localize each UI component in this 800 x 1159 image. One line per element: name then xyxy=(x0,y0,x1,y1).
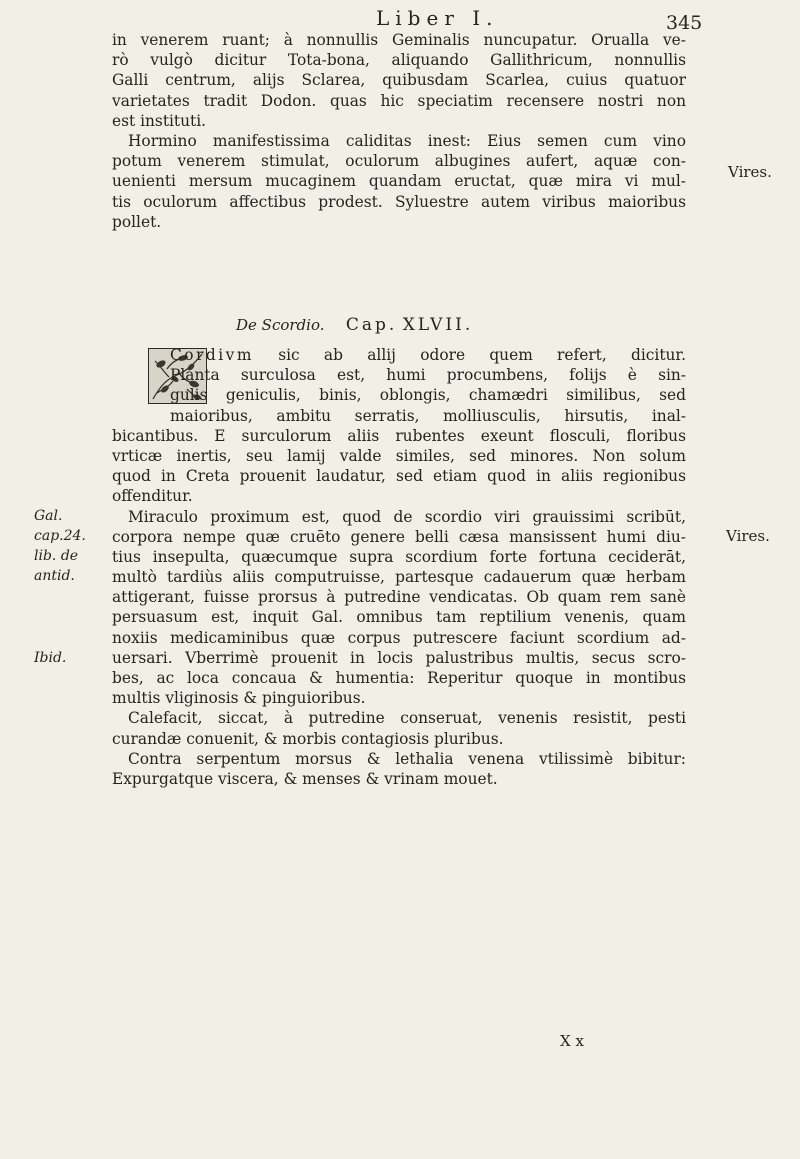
paragraph-scordium xyxy=(112,345,686,789)
text-line: multis vliginosis & pinguioribus. xyxy=(112,689,366,708)
text-line: persuasum est, inquit Gal. omnibus tam reptilium venenis, quam xyxy=(112,608,686,627)
text-line: in venerem ruant; à nonnullis Geminalis nuncupatur. Orualla ve- xyxy=(112,31,686,49)
text-line: Planta surculosa est, humi procumbens, folijs è sin- xyxy=(170,366,686,385)
text-line: Galli centrum, alijs Sclarea, quibusdam Scarlea, cuius quatuor xyxy=(112,71,686,90)
text-line: Hormino manifestissima caliditas inest: Eius semen cum vino xyxy=(128,131,686,150)
margin-note-vires: Vires. xyxy=(726,527,770,545)
text-line: multò tardiùs aliis computruisse, partesque cadauerum quæ herbam xyxy=(112,568,686,587)
text-line: Calefacit, siccat, à putredine conseruat, venenis resistit, pesti xyxy=(128,709,686,728)
dropcap-word: Cordivm xyxy=(170,346,254,364)
text-line: Contra serpentum morsus & lethalia venena vtilissimè bibitur: xyxy=(128,749,686,768)
margin-note-cap: cap.24. xyxy=(34,528,86,544)
text-line: gulis geniculis, binis, oblongis, chamædri similibus, sed xyxy=(170,386,686,405)
text-line: est instituti. xyxy=(112,111,207,130)
text-span: sic ab allij odore quem refert, dicitur. xyxy=(278,346,686,364)
signature-mark: X x xyxy=(560,1032,584,1050)
text-line: offenditur. xyxy=(112,487,193,506)
margin-note-gal: Gal. xyxy=(34,508,63,524)
chapter-heading xyxy=(236,315,473,335)
text-line: tius insepulta, quæcumque supra scordium forte fortuna ceciderāt, xyxy=(112,547,686,566)
text-line: bicantibus. E surculorum aliis rubentes exeunt flosculi, floribus xyxy=(112,426,686,445)
text-line: vrticæ inertis, seu lamij valde similes, sed minores. Non solum xyxy=(112,446,686,465)
text-line: Expurgatque viscera, & menses & vrinam mouet. xyxy=(112,769,498,788)
text-line: noxiis medicaminibus quæ corpus putrescere faciunt scordium ad- xyxy=(112,628,686,647)
text-line: varietates tradit Dodon. quas hic speciatim recensere nostri non xyxy=(112,91,686,110)
text-line: rò vulgò dicitur Tota-bona, aliquando Gallithricum, nonnullis xyxy=(112,51,686,70)
text-line: curandæ conuenit, & morbis contagiosis pluribus. xyxy=(112,729,504,748)
running-head: Liber I. xyxy=(376,6,499,30)
chapter-title: De Scordio. xyxy=(236,316,325,334)
margin-note-lib: lib. de xyxy=(34,548,79,564)
text-line xyxy=(170,345,686,365)
page-number: 345 xyxy=(666,12,703,34)
chapter-label: Cap. xyxy=(345,315,398,335)
text-line: uersari. Vberrimè prouenit in locis palustribus multis, secus scro- xyxy=(112,648,686,667)
margin-note-antid: antid. xyxy=(34,568,75,584)
text-line: quod in Creta prouenit laudatur, sed etiam quod in aliis regionibus xyxy=(112,467,686,486)
text-line: tis oculorum affectibus prodest. Syluestre autem viribus maioribus xyxy=(112,192,686,211)
text-line: uenienti mersum mucaginem quandam eructat, quæ mira vi mul- xyxy=(112,172,686,191)
margin-note-ibid: Ibid. xyxy=(34,650,67,666)
margin-note-vires: Vires. xyxy=(728,163,772,181)
text-line: Miraculo proximum est, quod de scordio viri grauissimi scribūt, xyxy=(128,507,686,526)
text-line: pollet. xyxy=(112,212,162,231)
chapter-numeral: XLVII. xyxy=(402,315,474,335)
text-line: bes, ac loca concaua & humentia: Reperitur quoque in montibus xyxy=(112,669,686,687)
text-line: attigerant, fuisse prorsus à putredine vendicatas. Ob quam rem sanè xyxy=(112,588,686,607)
text-line: maioribus, ambitu serratis, molliusculis, hirsutis, inal- xyxy=(170,406,686,425)
paragraph-hormino xyxy=(112,30,686,232)
text-line: potum venerem stimulat, oculorum albugines aufert, aquæ con- xyxy=(112,152,686,171)
text-line: corpora nempe quæ cruēto genere belli cæsa mansissent humi diu- xyxy=(112,527,686,546)
